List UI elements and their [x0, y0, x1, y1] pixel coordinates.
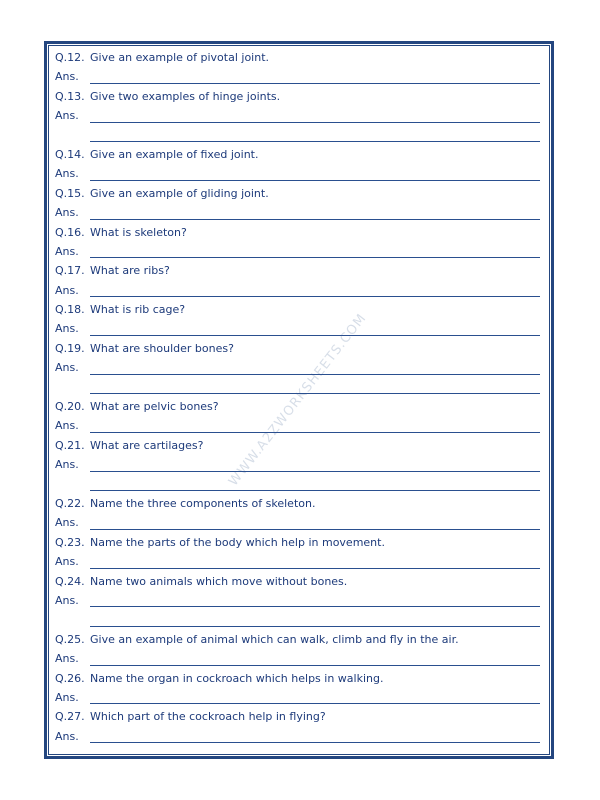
answer-line[interactable] [90, 141, 540, 142]
answer-label: Ans. [55, 206, 79, 220]
question-row [55, 669, 540, 688]
answer-row [55, 106, 540, 125]
question-block [55, 300, 540, 339]
answer-row [55, 610, 540, 629]
question-row [55, 261, 540, 280]
question-number: Q.24. [55, 574, 85, 588]
question-row [55, 630, 540, 649]
worksheet-questions [55, 48, 540, 746]
question-number: Q.18. [55, 303, 85, 317]
question-row [55, 184, 540, 203]
question-row [55, 87, 540, 106]
answer-label: Ans. [55, 419, 79, 433]
answer-label: Ans. [55, 322, 79, 336]
question-block [55, 494, 540, 533]
question-text: Give an example of fixed joint. [90, 147, 259, 161]
question-text: Give an example of pivotal joint. [90, 51, 270, 64]
question-number: Q.15. [55, 186, 85, 200]
answer-label: Ans. [55, 283, 79, 297]
answer-line[interactable] [90, 335, 540, 336]
question-block [55, 669, 540, 708]
answer-line[interactable] [90, 490, 540, 491]
question-block [55, 630, 540, 669]
question-row [55, 436, 540, 455]
answer-row [55, 688, 540, 707]
question-text: What are shoulder bones? [90, 341, 234, 355]
answer-line[interactable] [90, 83, 540, 84]
answer-line[interactable] [90, 606, 540, 607]
question-number: Q.13. [55, 89, 85, 103]
question-number: Q.23. [55, 535, 85, 549]
question-row [55, 707, 540, 726]
answer-line[interactable] [90, 219, 540, 220]
question-text: What are cartilages? [90, 438, 204, 452]
answer-line[interactable] [90, 180, 540, 181]
question-number: Q.26. [55, 671, 85, 685]
answer-label: Ans. [55, 690, 79, 704]
question-row [55, 339, 540, 358]
question-text: What are ribs? [90, 264, 170, 278]
question-number: Q.22. [55, 496, 85, 510]
answer-line[interactable] [90, 374, 540, 375]
answer-line[interactable] [90, 296, 540, 297]
answer-row [55, 164, 540, 183]
question-block [55, 145, 540, 184]
answer-line[interactable] [90, 529, 540, 530]
answer-row [55, 67, 540, 86]
answer-line[interactable] [90, 257, 540, 258]
answer-row [55, 475, 540, 494]
question-text: Name two animals which move without bones. [90, 574, 348, 588]
question-block [55, 184, 540, 223]
question-text: Which part of the cockroach help in flying? [90, 710, 326, 724]
answer-row [55, 242, 540, 261]
answer-label: Ans. [55, 652, 79, 666]
answer-label: Ans. [55, 555, 79, 569]
answer-line[interactable] [90, 742, 540, 743]
question-row [55, 145, 540, 164]
question-number: Q.21. [55, 438, 85, 452]
answer-line[interactable] [90, 471, 540, 472]
answer-label: Ans. [55, 593, 79, 607]
question-text: Give an example of animal which can walk, climb and fly in the air. [90, 632, 459, 646]
question-text: What is rib cage? [90, 303, 186, 317]
question-block [55, 436, 540, 494]
question-row [55, 494, 540, 513]
question-block [55, 572, 540, 630]
question-number: Q.19. [55, 341, 85, 355]
question-row [55, 572, 540, 591]
watermark: WWW.A2ZWORKSHEETS.COM [226, 310, 370, 490]
question-row [55, 533, 540, 552]
answer-line[interactable] [90, 432, 540, 433]
question-block [55, 397, 540, 436]
question-block [55, 339, 540, 397]
answer-label: Ans. [55, 458, 79, 472]
question-block [55, 533, 540, 572]
answer-row [55, 649, 540, 668]
answer-row [55, 378, 540, 397]
answer-label: Ans. [55, 361, 79, 375]
question-number: Q.16. [55, 225, 85, 239]
question-row [55, 397, 540, 416]
question-number: Q.20. [55, 400, 85, 414]
question-block [55, 707, 540, 746]
answer-row [55, 281, 540, 300]
answer-label: Ans. [55, 516, 79, 530]
answer-label: Ans. [55, 244, 79, 258]
answer-row [55, 455, 540, 474]
question-text: Name the parts of the body which help in movement. [90, 535, 385, 549]
question-row [55, 48, 540, 67]
question-text: What are pelvic bones? [90, 400, 219, 414]
answer-row [55, 552, 540, 571]
question-text: Give an example of gliding joint. [90, 186, 269, 200]
answer-row [55, 203, 540, 222]
answer-row [55, 416, 540, 435]
question-text: Give two examples of hinge joints. [90, 89, 281, 103]
answer-line[interactable] [90, 393, 540, 394]
question-number: Q.27. [55, 710, 85, 724]
question-block [55, 48, 540, 87]
question-row [55, 300, 540, 319]
question-block [55, 261, 540, 300]
answer-label: Ans. [55, 729, 79, 743]
question-number: Q.25. [55, 632, 85, 646]
question-row [55, 223, 540, 242]
answer-row [55, 126, 540, 145]
answer-label: Ans. [55, 109, 79, 123]
answer-row [55, 727, 540, 746]
answer-row [55, 358, 540, 377]
answer-line[interactable] [90, 568, 540, 569]
question-number: Q.14. [55, 147, 85, 161]
question-block [55, 87, 540, 145]
answer-row [55, 319, 540, 338]
question-block [55, 223, 540, 262]
question-text: Name the organ in cockroach which helps in walking. [90, 671, 384, 685]
answer-line[interactable] [90, 665, 540, 666]
question-number: Q.17. [55, 264, 85, 278]
answer-row [55, 513, 540, 532]
answer-line[interactable] [90, 703, 540, 704]
answer-line[interactable] [90, 122, 540, 123]
answer-row [55, 591, 540, 610]
answer-label: Ans. [55, 167, 79, 181]
question-text: Name the three components of skeleton. [90, 496, 316, 510]
question-number: Q.12. [55, 51, 85, 64]
answer-label: Ans. [55, 70, 79, 84]
answer-line[interactable] [90, 626, 540, 627]
question-text: What is skeleton? [90, 225, 187, 239]
